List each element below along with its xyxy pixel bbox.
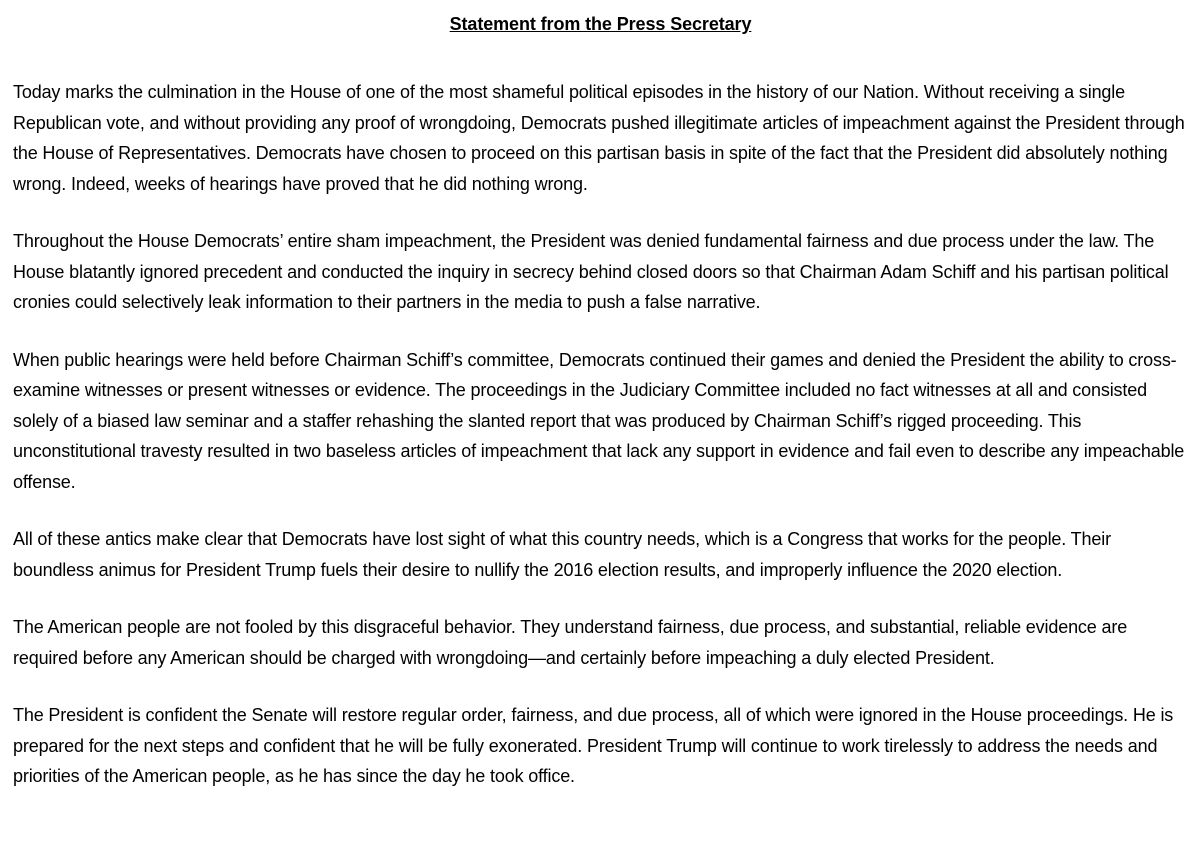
statement-title: Statement from the Press Secretary: [449, 14, 752, 34]
statement-paragraph-1: Today marks the culmination in the House of one of the most shameful political episodes in the history of our Nation. Without receiving a single Republican vote, and without providing any proof of wrongdoing, Democrats pushed illegitimate articles of impeachment against the President through the House of Representatives. Democrats have chosen to proceed on this partisan basis in spite of the fact that the President did absolutely nothing wrong. Indeed, weeks of hearings have proved that he did nothing wrong.: [13, 82, 1185, 194]
statement-paragraph-3: When public hearings were held before Chairman Schiff’s committee, Democrats continued their games and denied the President the ability to cross-examine witnesses or present witnesses or evidence. The proceedings in the Judiciary Committee included no fact witnesses at all and consisted solely of a biased law seminar and a staffer rehashing the slanted report that was produced by Chairman Schiff’s rigged proceeding. This unconstitutional travesty resulted in two baseless articles of impeachment that lack any support in evidence and fail even to describe any impeachable offense.: [13, 349, 1185, 492]
statement-paragraph-2: Throughout the House Democrats’ entire sham impeachment, the President was denied fundamental fairness and due process under the law. The House blatantly ignored precedent and conducted the inquiry in secrecy behind closed doors so that Chairman Adam Schiff and his partisan political cronies could selectively leak information to their partners in the media to push a false narrative.: [13, 231, 1169, 312]
statement-paragraph-4: All of these antics make clear that Democrats have lost sight of what this country needs, which is a Congress that works for the people. Their boundless animus for President Trump fuels their desire to nullify the 2016 election results, and improperly influence the 2020 election.: [13, 529, 1111, 580]
statement-paragraph-5: The American people are not fooled by this disgraceful behavior. They understand fairness, due process, and substantial, reliable evidence are required before any American should be charged with wrongdoing—and certainly before impeaching a duly elected President.: [13, 617, 1128, 668]
statement-paragraph-6: The President is confident the Senate will restore regular order, fairness, and due process, all of which were ignored in the House proceedings. He is prepared for the next steps and confident that he will be fully exonerated. President Trump will continue to work tirelessly to address the needs and priorities of the American people, as he has since the day he took office.: [13, 705, 1174, 786]
